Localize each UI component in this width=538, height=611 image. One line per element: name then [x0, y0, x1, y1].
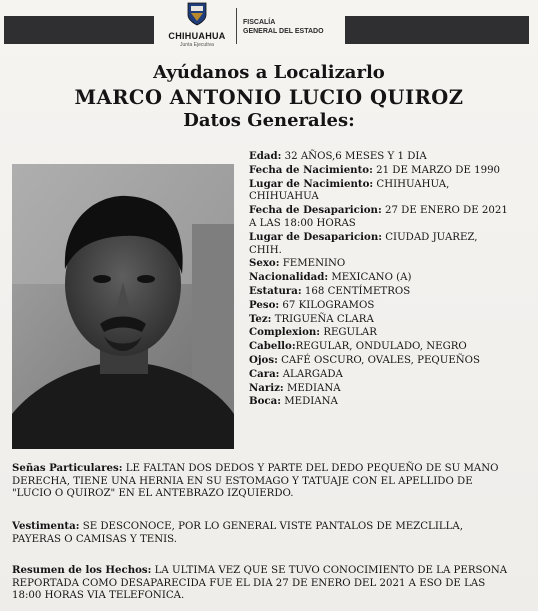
agency-name	[243, 18, 324, 36]
detail-value: MEXICANO (A)	[328, 272, 412, 284]
detail-row	[249, 271, 511, 285]
detail-row	[249, 313, 511, 327]
agency-line-2: GENERAL DEL ESTADO	[243, 28, 324, 35]
agency-line-1: FISCALÍA	[243, 19, 276, 26]
detail-row	[249, 368, 511, 382]
detail-value: FEMENINO	[279, 258, 346, 270]
header-divider	[236, 8, 237, 44]
shield-icon	[186, 2, 208, 26]
detail-row	[249, 299, 511, 313]
detail-row	[249, 340, 511, 354]
detail-value: 32 AÑOS,6 MESES Y 1 DIA	[281, 151, 427, 162]
facts-summary	[12, 564, 512, 603]
detail-label: Sexo:	[249, 257, 280, 270]
general-data-list	[249, 150, 511, 409]
facts-summary-label: Resumen de los Hechos:	[12, 564, 152, 576]
detail-row	[249, 231, 511, 258]
detail-value: 21 DE MARZO DE 1990	[372, 164, 501, 176]
detail-row	[249, 204, 511, 231]
portrait-image	[12, 164, 234, 449]
logo-subtext: Junta Ejecutiva	[180, 42, 214, 48]
detail-value: ALARGADA	[279, 368, 343, 380]
detail-value: CIUDAD JUAREZ, CHIH.	[249, 231, 478, 256]
header-bar-left	[4, 16, 154, 44]
detail-label: Nariz:	[249, 381, 284, 394]
clothing-label: Vestimenta:	[12, 520, 80, 532]
person-name: MARCO ANTONIO LUCIO QUIROZ	[74, 86, 464, 109]
detail-label: Boca:	[249, 395, 281, 408]
detail-value: 27 DE ENERO DE 2021 A LAS 18:00 HORAS	[249, 205, 508, 229]
detail-label: Cara:	[249, 367, 280, 380]
detail-label: Lugar de Desaparicion:	[249, 230, 383, 243]
detail-label: Edad:	[249, 150, 282, 162]
detail-value: MEDIANA	[283, 382, 341, 394]
detail-row	[249, 178, 511, 205]
detail-row	[249, 285, 511, 299]
distinguishing-marks	[12, 462, 512, 501]
person-photo	[12, 164, 234, 449]
detail-value: 67 KILOGRAMOS	[279, 299, 375, 311]
detail-value: CAFÉ OSCURO, OVALES, PEQUEÑOS	[277, 354, 481, 366]
detail-label: Fecha de Desaparicion:	[249, 204, 382, 217]
detail-value: REGULAR	[320, 327, 377, 339]
clothing-value: SE DESCONOCE, POR LO GENERAL VISTE PANTALOS DE MEZCLILLA, PAYERAS O CAMISAS Y TENIS.	[12, 521, 463, 545]
detail-row	[249, 257, 511, 271]
detail-label: Ojos:	[249, 353, 278, 366]
detail-label: Cabello:	[249, 340, 296, 353]
header-bar-right	[345, 16, 529, 44]
headline: Ayúdanos a Localizarlo	[153, 62, 385, 83]
detail-label: Tez:	[249, 312, 272, 325]
detail-label: Lugar de Nacimiento:	[249, 177, 374, 190]
logo-text: CHIHUAHUA	[168, 31, 226, 41]
detail-label: Peso:	[249, 298, 280, 311]
facts-summary-value: LA ULTIMA VEZ QUE SE TUVO CONOCIMIENTO DE LA PERSONA REPORTADA COMO DESAPARECIDA FUE EL DIA 27 DE ENERO DEL 2021 A ESO DE LAS 18:00 HORAS VIA TELEFONICA.	[12, 565, 508, 602]
detail-value: 168 CENTÍMETROS	[301, 285, 411, 297]
detail-row	[249, 395, 511, 409]
detail-row	[249, 382, 511, 396]
detail-value: MEDIANA	[280, 396, 338, 408]
section-title: Datos Generales:	[183, 110, 355, 131]
detail-row	[249, 326, 511, 340]
detail-row	[249, 150, 511, 164]
detail-value: REGULAR, ONDULADO, NEGRO	[295, 341, 467, 353]
detail-label: Nacionalidad:	[249, 271, 329, 284]
detail-row	[249, 164, 511, 178]
detail-label: Fecha de Nacimiento:	[249, 163, 373, 176]
distinguishing-marks-label: Señas Particulares:	[12, 462, 123, 474]
detail-row	[249, 354, 511, 368]
detail-label: Complexion:	[249, 326, 321, 339]
detail-label: Estatura:	[249, 284, 302, 297]
chihuahua-logo	[162, 2, 232, 56]
distinguishing-marks-value: LE FALTAN DOS DEDOS Y PARTE DEL DEDO PEQUEÑO DE SU MANO DERECHA, TIENE UNA HERNIA EN SU ESTOMAGO Y TATUAJE CON EL APELLIDO DE "LUCIO O QUIROZ" EN EL ANTEBRAZO IZQUIERDO.	[12, 463, 499, 500]
detail-value: CHIHUAHUA, CHIHUAHUA	[249, 178, 450, 203]
detail-value: TRIGUEÑA CLARA	[271, 313, 374, 325]
clothing	[12, 520, 512, 546]
